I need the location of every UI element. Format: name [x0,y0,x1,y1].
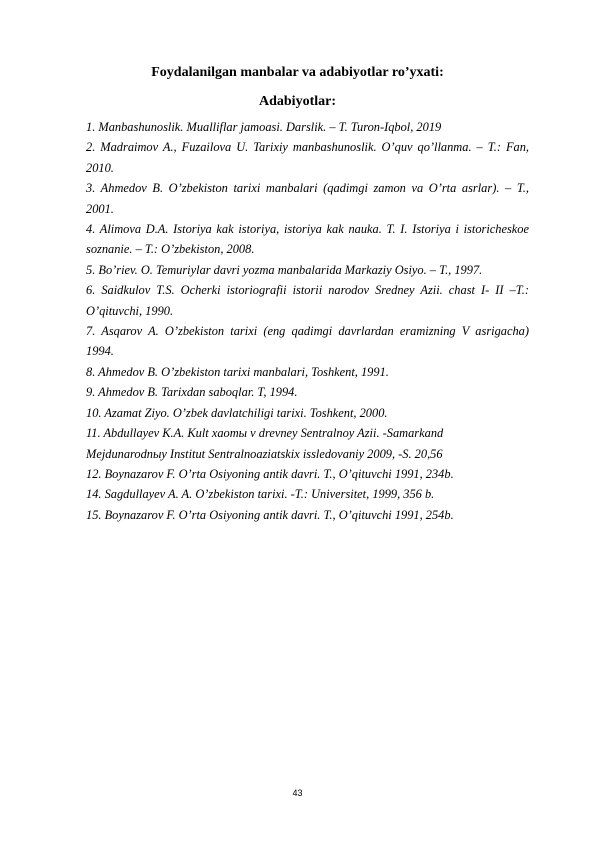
reference-item: 4. Alimova D.A. Istoriya kak istoriya, istoriya kak nauka. T. I. Istoriya i istoricheskoe soznanie. – T.: O’zbekiston, 2008. [86,222,529,257]
reference-item: 1. Manbashunoslik. Mualliflar jamoasi. Darslik. – T. Turon-Iqbol, 2019 [86,120,442,134]
reference-item: 6. Saidkulov T.S. Ocherki istoriografii istorii narodov Sredney Azii. chast I- II –T.: O’qituvchi, 1990. [86,283,529,318]
reference-item: 3. Ahmedov B. O’zbekiston tarixi manbalari (qadimgi zamon va O’rta asrlar). – T., 2001. [86,181,529,216]
page-number: 43 [292,788,303,798]
reference-item: 8. Ahmedov B. O’zbekiston tarixi manbalari, Toshkent, 1991. [86,364,389,379]
reference-item: 2. Madraimov A., Fuzailova U. Tarixiy manbashunoslik. O’quv qo’llanma. – T.: Fan, 2010. [86,140,529,175]
reference-item: 10. Azamat Ziyo. O’zbek davlatchiligi tarixi. Toshkent, 2000. [86,405,388,420]
reference-item: 5. Bo’riev. O. Temuriylar davri yozma manbalarida Markaziy Osiyo. – T., 1997. [86,262,483,277]
reference-item-continuation: Mejdunarodnыy Institut Sentralnoaziatskix issledovaniy 2009, -S. 20,56 [86,446,443,461]
references-title: Foydalanilgan manbalar va adabiyotlar ro’yxati: [151,65,444,80]
reference-item: 7. Asqarov A. O’zbekiston tarixi (eng qadimgi davrlardan eramizning V asrigacha) 1994. [86,324,529,359]
literature-subtitle: Adabiyotlar: [259,94,336,109]
reference-item: 12. Boynazarov F. O’rta Osiyoning antik davri. T., O’qituvchi 1991, 234b. [86,466,454,481]
reference-item: 9. Ahmedov B. Tarixdan saboqlar. T, 1994. [86,385,298,400]
reference-item: 14. Sagdullayev A. A. O’zbekiston tarixi. -T.: Universitet, 1999, 356 b. [86,487,435,502]
reference-item: 15. Boynazarov F. O’rta Osiyoning antik davri. T., O’qituvchi 1991, 254b. [86,507,454,522]
reference-list [86,117,529,525]
reference-item: 11. Abdullayev K.A. Kult xaomы v drevney Sentralnoy Azii. -Samarkand [86,426,444,441]
